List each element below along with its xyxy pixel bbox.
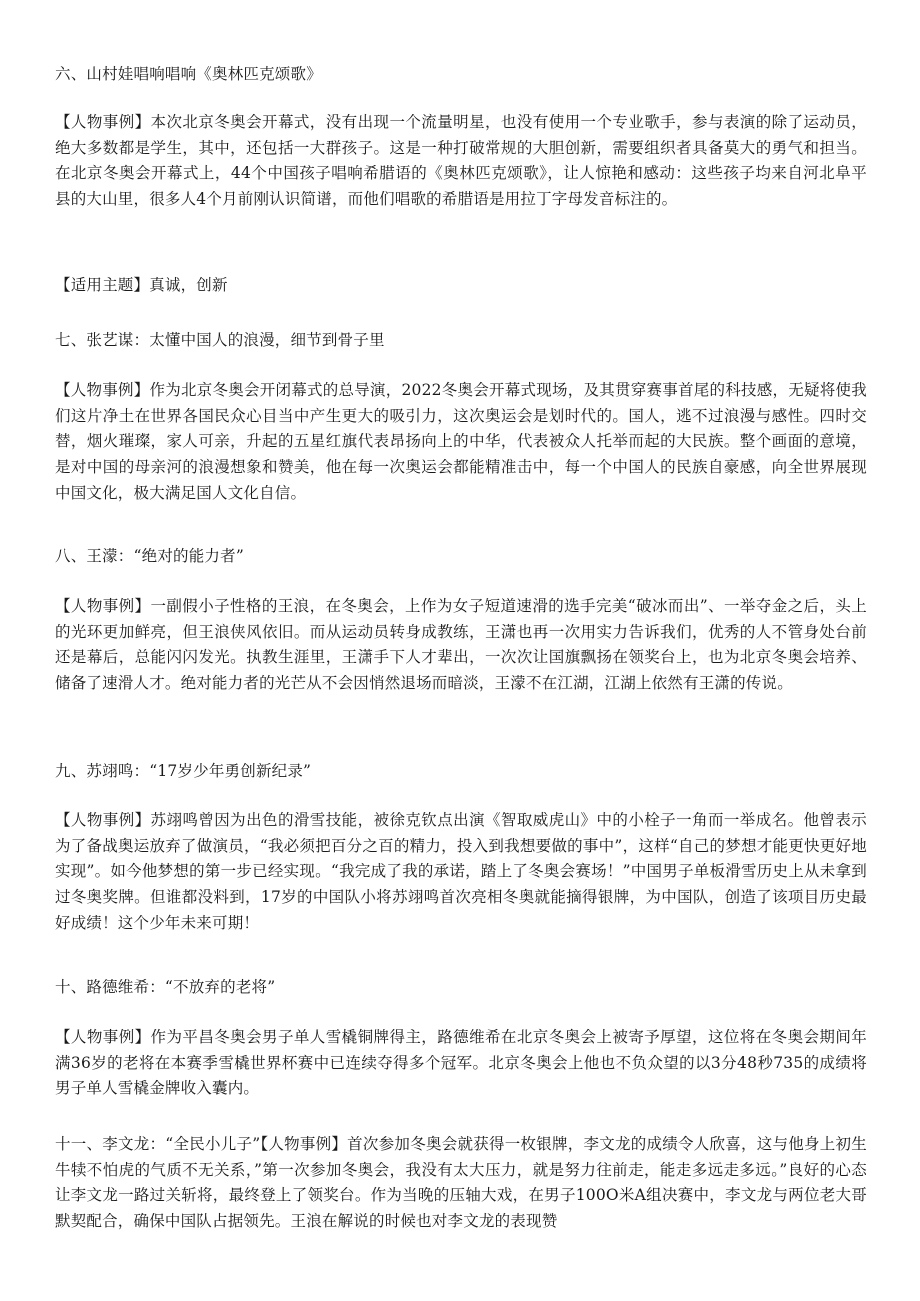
section-heading-8: 八、王濛：“绝对的能力者” (55, 547, 244, 565)
section-heading-10: 十、路德维希：“不放弃的老将” (55, 978, 276, 996)
section-example-11: 十一、李文龙：“全民小儿子”【人物事例】首次参加冬奥会就获得一枚银牌，李文龙的成绩令人欣喜，这与他身上初生牛犊不怕虎的气质不无关系，”第一次参加冬奥会，我没有太大压力，就是努力往前走，能走多远走多远。”良好的心态让李文龙一路过关斩将，最终登上了领奖台。作为当晚的压轴大戏，在男子100O米A组决赛中，李文龙与两位老大哥默契配合，确保中国队占据领先。王浪在解说的时候也对李文龙的表现赞 (55, 1135, 867, 1231)
section-example-9: 【人物事例】苏翊鸣曾因为出色的滑雪技能，被徐克钦点出演《智取威虎山》中的小栓子一角而一举成名。他曾表示为了备战奥运放弃了做演员，“我必须把百分之百的精力，投入到我想要做的事中”，这样“自己的梦想才能更快更好地实现”。如今他梦想的第一步已经实现。“我完成了我的承诺，踏上了冬奥会赛场！”中国男子单板滑雪历史上从未拿到过冬奥奖牌。但谁都没料到，17岁的中国队小将苏翊鸣首次亮相冬奥就能摘得银牌，为中国队，创造了该项目历史最好成绩！这个少年未来可期！ (55, 811, 867, 932)
section-heading-9: 九、苏翊鸣：“17岁少年勇创新纪录” (55, 762, 312, 780)
section-heading-7: 七、张艺谋：太懂中国人的浪漫，细节到骨子里 (55, 331, 385, 349)
section-heading-6: 六、山村娃唱响唱响《奥林匹克颂歌》 (55, 65, 322, 83)
section-theme-6: 【适用主题】真诚，创新 (55, 276, 228, 294)
section-example-7: 【人物事例】作为北京冬奥会开闭幕式的总导演，2022冬奥会开幕式现场，及其贯穿赛事首尾的科技感，无疑将使我们这片净土在世界各国民众心目当中产生更大的吸引力，这次奥运会是划时代的。国人，逃不过浪漫与感性。四时交替，烟火璀璨，家人可亲，升起的五星红旗代表昂扬向上的中华，代表被众人托举而起的大民族。整个画面的意境，是对中国的母亲河的浪漫想象和赞美，他在每一次奥运会都能精准击中，每一个中国人的民族自豪感，向全世界展现中国文化，极大满足国人文化自信。 (55, 381, 867, 502)
section-example-8: 【人物事例】一副假小子性格的王浪，在冬奥会，上作为女子短道速滑的选手完美“破冰而出”、一举夺金之后，头上的光环更加鲜亮，但王浪侠风依旧。而从运动员转身成教练，王潇也再一次用实力告诉我们，优秀的人不管身处台前还是幕后，总能闪闪发光。执教生涯里，王潇手下人才辈出，一次次让国旗飘扬在领奖台上，也为北京冬奥会培养、储备了速滑人才。绝对能力者的光芒从不会因悄然退场而暗淡，王濛不在江湖，江湖上依然有王潇的传说。 (55, 597, 867, 693)
section-example-6: 【人物事例】本次北京冬奥会开幕式，没有出现一个流量明星，也没有使用一个专业歌手，参与表演的除了运动员，绝大多数都是学生，其中，还包括一大群孩子。这是一种打破常规的大胆创新，需要组织者具备莫大的勇气和担当。在北京冬奥会开幕式上，44个中国孩子唱响希腊语的《奥林匹克颂歌》，让人惊艳和感动：这些孩子均来自河北阜平县的大山里，很多人4个月前刚认识简谱，而他们唱歌的希腊语是用拉丁字母发音标注的。 (55, 113, 867, 209)
section-example-10: 【人物事例】作为平昌冬奥会男子单人雪橇铜牌得主，路德维希在北京冬奥会上被寄予厚望，这位将在冬奥会期间年满36岁的老将在本赛季雪橇世界杯赛中已连续夺得多个冠军。北京冬奥会上他也不负众望的以3分48秒735的成绩将男子单人雪橇金牌收入囊内。 (55, 1028, 867, 1098)
